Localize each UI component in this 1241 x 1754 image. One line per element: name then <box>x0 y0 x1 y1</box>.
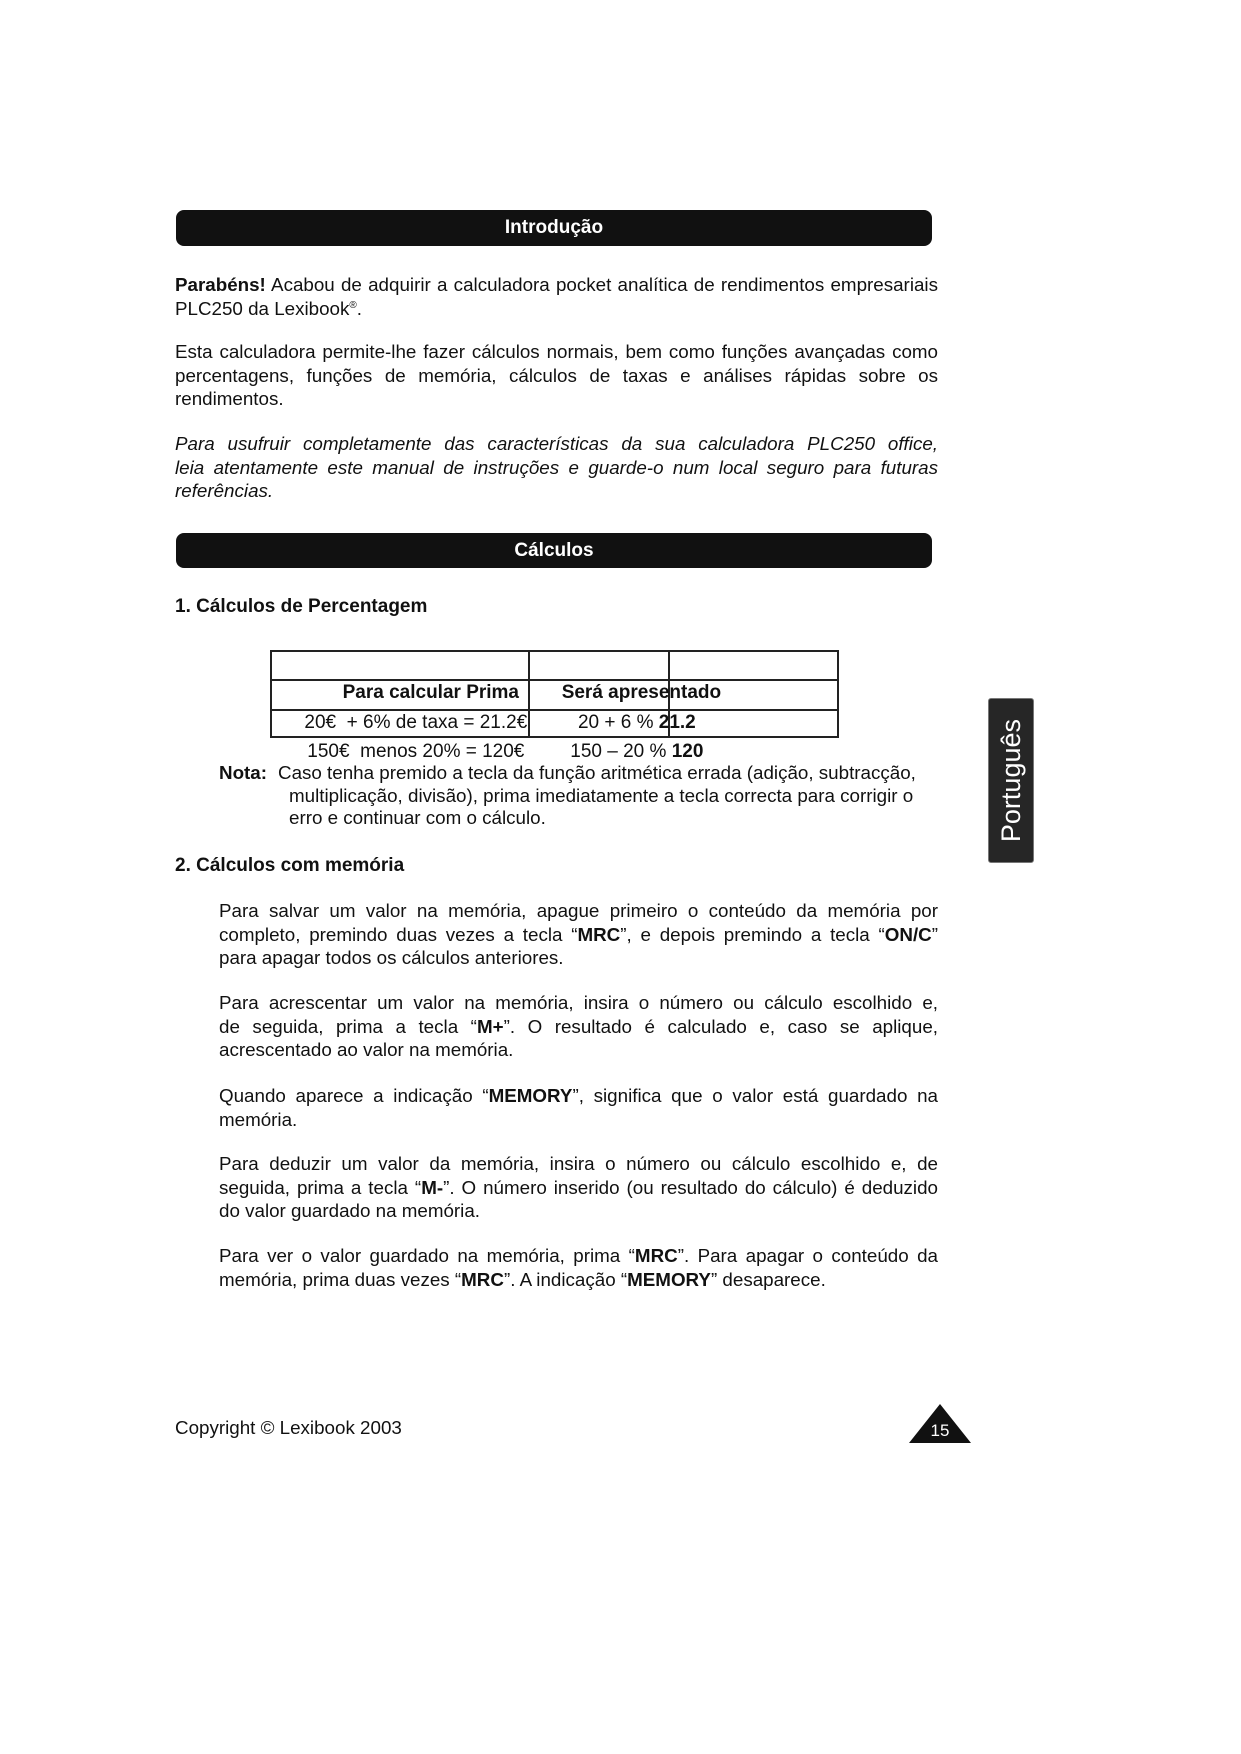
registered-mark: ® <box>349 299 357 311</box>
text-line <box>219 762 939 785</box>
key-name: MRC <box>634 1245 678 1266</box>
text-span: ”. O resultado é calculado e, caso se aplique, <box>503 1015 938 1037</box>
key-name: MRC <box>577 923 621 945</box>
text-line: Para acrescentar um valor na memória, insira o número ou cálculo escolhido e, <box>219 992 938 1013</box>
note-label: Nota: <box>219 762 267 783</box>
percentage-table <box>270 650 839 762</box>
table-cell-keys: 20 + 6 % <box>577 712 659 733</box>
text-line: multiplicação, divisão), prima imediatamente a tecla correcta para corrigir o <box>289 784 914 806</box>
section-header-introducao <box>176 210 932 246</box>
text-line: acrescentado ao valor na memória. <box>219 1039 514 1060</box>
text-span: Acabou de adquirir a calculadora pocket analítica de rendimentos empresariais <box>265 274 938 295</box>
table-cell-text: 20€ + 6% de taxa = 21.2€ <box>304 712 528 733</box>
intro-paragraph-congrats <box>175 273 938 320</box>
table-header-label: Para calcular Prima <box>342 682 519 703</box>
table-header-label: Será apresentado <box>561 682 722 703</box>
table-cell-display <box>528 681 714 733</box>
memory-paragraph-view <box>219 1244 938 1291</box>
memory-paragraph-deduct <box>219 1152 938 1223</box>
language-tab <box>988 698 1034 863</box>
text-line <box>219 923 938 947</box>
table-header-cell <box>530 652 722 703</box>
table-header-cell <box>272 652 519 703</box>
page-number-triangle-icon <box>906 1402 974 1446</box>
text-span: ”, e depois premindo a tecla “ <box>620 923 885 945</box>
section-header-calculos <box>176 533 932 568</box>
key-name: M+ <box>476 1015 504 1037</box>
text-span: PLC250 da Lexibook <box>175 297 350 319</box>
text-line: erro e continuar com o cálculo. <box>289 807 546 828</box>
key-name: MEMORY <box>488 1085 573 1106</box>
text-span: ” desaparece. <box>710 1268 826 1290</box>
table-cell-calculation <box>272 681 528 733</box>
text-line <box>219 1268 938 1292</box>
text-span: seguida, prima a tecla “ <box>219 1176 422 1198</box>
note-block <box>219 762 939 830</box>
text-span: ”. Para apagar o conteúdo da <box>677 1245 938 1266</box>
table-cell-result: 21.2 <box>658 712 696 733</box>
text-line: leia atentamente este manual de instruções e guarde-o num local seguro para futuras <box>175 456 938 478</box>
note-text: Caso tenha premido a tecla da função aritmética errada (adição, subtracção, <box>278 762 916 783</box>
text-span: Quando aparece a indicação “ <box>219 1085 489 1106</box>
copyright-notice: Copyright © Lexibook 2003 <box>175 1417 402 1438</box>
table-cell-text: 150€ menos 20% = 120€ <box>307 741 525 762</box>
table-cell-calculation <box>272 711 528 762</box>
subsection-heading-percentagem: 1. Cálculos de Percentagem <box>175 596 428 617</box>
text-line: percentagens, funções de memória, cálculos de taxas e análises rápidas sobre os <box>175 364 938 386</box>
text-line <box>219 1015 938 1039</box>
text-line <box>175 297 938 321</box>
memory-paragraph-add <box>219 991 938 1062</box>
key-name: M- <box>421 1176 444 1198</box>
text-line: memória. <box>219 1108 298 1130</box>
memory-paragraph-save <box>219 899 938 970</box>
text-line <box>219 1084 938 1108</box>
text-line: Para deduzir um valor da memória, insira o número ou cálculo escolhido e, de <box>219 1153 938 1174</box>
text-line <box>175 273 938 297</box>
memory-paragraph-indicator <box>219 1084 938 1131</box>
text-line: Para salvar um valor na memória, apague primeiro o conteúdo da memória por <box>219 900 938 921</box>
key-name: MEMORY <box>627 1268 711 1290</box>
text-span: Para ver o valor guardado na memória, prima “ <box>219 1245 635 1266</box>
subsection-heading-memoria: 2. Cálculos com memória <box>175 855 405 876</box>
text-line: referências. <box>175 480 274 501</box>
section-title: Cálculos <box>514 540 594 561</box>
key-name: ON/C <box>884 923 932 945</box>
text-span: ”. O número inserido (ou resultado do cálculo) é deduzido <box>443 1176 938 1198</box>
text-line <box>219 1176 938 1200</box>
text-line: Esta calculadora permite-lhe fazer cálculos normais, bem como funções avançadas como <box>175 341 938 362</box>
text-line: para apagar todos os cálculos anteriores. <box>219 947 564 968</box>
text-span: ”, significa que o valor está guardado na <box>572 1085 938 1106</box>
page-number: 15 <box>930 1421 950 1440</box>
text-line: Para usufruir completamente das características da sua calculadora PLC250 office, <box>175 433 938 454</box>
table-cell-display <box>528 711 714 762</box>
text-span: completo, premindo duas vezes a tecla “ <box>219 923 578 945</box>
language-tab-label: Português <box>995 718 1026 843</box>
text-span: memória, prima duas vezes “ <box>219 1268 462 1290</box>
text-line: do valor guardado na memória. <box>219 1200 481 1221</box>
text-span: ”. A indicação “ <box>503 1268 628 1290</box>
text-line: rendimentos. <box>175 388 284 409</box>
text-span: . <box>356 297 362 319</box>
section-title: Introdução <box>504 217 604 238</box>
table-cell-keys: 150 – 20 % <box>570 741 672 762</box>
intro-paragraph-features <box>175 340 938 411</box>
intro-paragraph-advice <box>175 432 938 503</box>
text-span: ” <box>931 923 938 945</box>
text-line <box>219 1244 938 1268</box>
emphasis-text: Parabéns! <box>175 274 266 295</box>
key-name: MRC <box>461 1268 504 1290</box>
table-cell-result: 120 <box>671 741 704 762</box>
text-span: de seguida, prima a tecla “ <box>219 1015 477 1037</box>
